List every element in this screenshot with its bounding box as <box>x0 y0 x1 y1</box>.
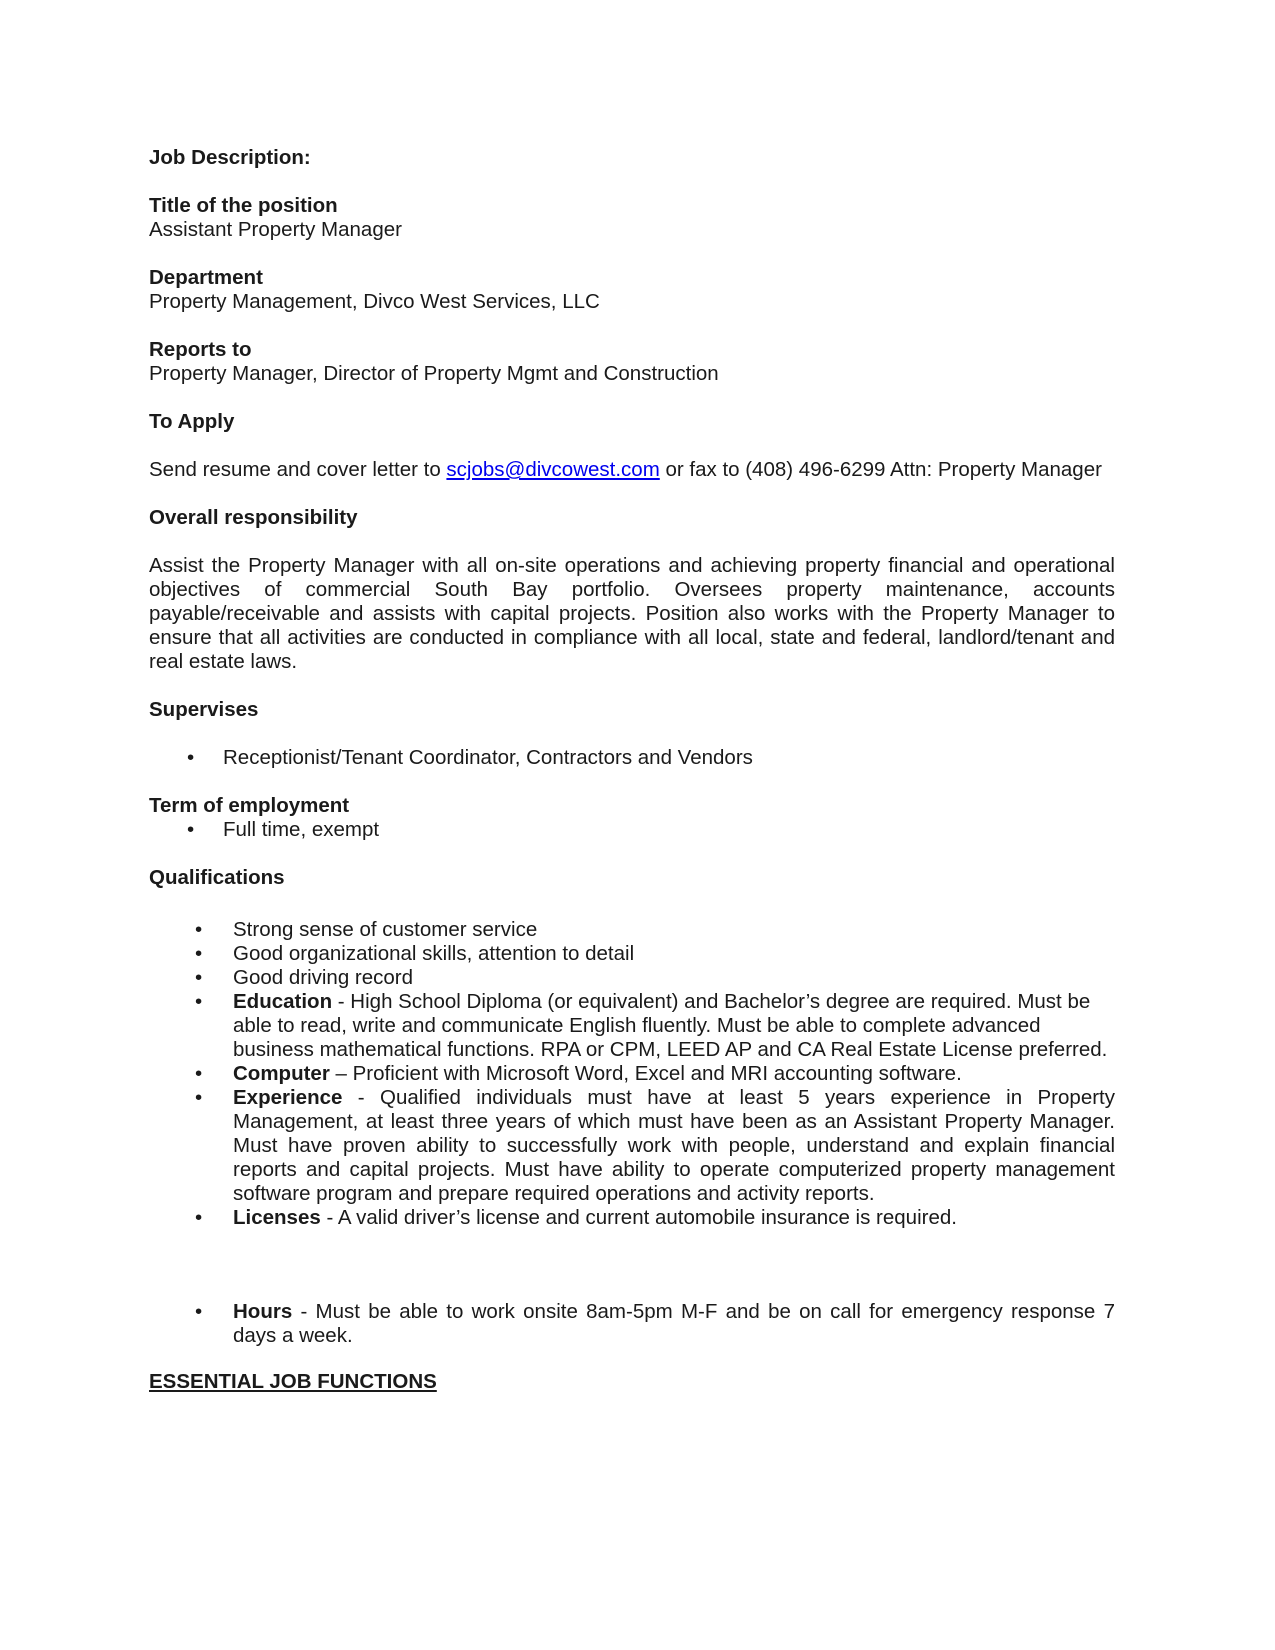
department-value: Property Management, Divco West Services, LLC <box>149 290 600 313</box>
qualification-hours <box>149 1300 1115 1348</box>
supervises-list <box>149 746 1115 770</box>
apply-email-link[interactable]: scjobs@divcowest.com <box>446 458 660 481</box>
qualification-text: - A valid driver’s license and current automobile insurance is required. <box>320 1206 957 1229</box>
apply-label: To Apply <box>149 410 235 433</box>
qualification-term: Hours <box>233 1300 293 1323</box>
list-item: • Receptionist/Tenant Coordinator, Contractors and Vendors <box>149 746 1115 770</box>
department-label: Department <box>149 266 263 289</box>
qualification-term: Licenses <box>233 1206 321 1229</box>
title-value: Assistant Property Manager <box>149 218 402 241</box>
qualification-licenses <box>149 1206 1115 1230</box>
doc-heading: Job Description: <box>149 146 311 169</box>
list-item: • Full time, exempt <box>149 818 1115 842</box>
supervises-label: Supervises <box>149 698 259 721</box>
qualification-text: - High School Diploma (or equivalent) and Bachelor’s degree are required. Must be able to read, write and communicate English fluently. Must be able to complete advanced business mathematical functions. RPA or CPM, LEED AP and CA Real Estate License preferred. <box>233 990 1108 1061</box>
qualification-term: Education <box>233 990 333 1013</box>
list-item: • Good driving record <box>149 966 1115 990</box>
document-body <box>149 146 1115 1394</box>
responsibility-text: Assist the Property Manager with all on-site operations and achieving property financial and operational objectives of commercial South Bay portfolio. Oversees property maintenance, accounts payable/receivable and assists with capital projects. Position also works with the Property Manager to ensure that all activities are conducted in compliance with all local, state and federal, landlord/tenant and real estate laws. <box>149 554 1115 673</box>
qualification-term: Computer <box>233 1062 330 1085</box>
qualification-education <box>149 990 1115 1062</box>
title-label: Title of the position <box>149 194 338 217</box>
apply-prefix: Send resume and cover letter to <box>149 458 447 481</box>
responsibility-label: Overall responsibility <box>149 506 358 529</box>
qualifications-label: Qualifications <box>149 866 285 889</box>
qualification-text: - Qualified individuals must have at least 5 years experience in Property Management, at least three years of which must have been as an Assistant Property Manager. Must have proven ability to successfully work with people, understand and explain financial reports and capital projects. Must have ability to operate computerized property management software program and prepare required operations and activity reports. <box>233 1086 1115 1205</box>
reports-label: Reports to <box>149 338 252 361</box>
qualification-experience <box>149 1086 1115 1206</box>
apply-suffix: or fax to (408) 496-6299 Attn: Property Manager <box>659 458 1102 481</box>
list-item: • Strong sense of customer service <box>149 918 1115 942</box>
qualification-term: Experience <box>233 1086 343 1109</box>
term-list <box>149 818 1115 842</box>
essential-functions-heading: ESSENTIAL JOB FUNCTIONS <box>149 1370 437 1393</box>
qualifications-list <box>149 918 1115 1348</box>
qualification-computer <box>149 1062 1115 1086</box>
qualification-text: - Must be able to work onsite 8am-5pm M-F and be on call for emergency response 7 days a week. <box>233 1300 1115 1347</box>
apply-text <box>149 458 1115 482</box>
reports-value: Property Manager, Director of Property Mgmt and Construction <box>149 362 719 385</box>
qualification-text: – Proficient with Microsoft Word, Excel and MRI accounting software. <box>329 1062 962 1085</box>
term-label: Term of employment <box>149 794 350 817</box>
list-item: • Good organizational skills, attention to detail <box>149 942 1115 966</box>
